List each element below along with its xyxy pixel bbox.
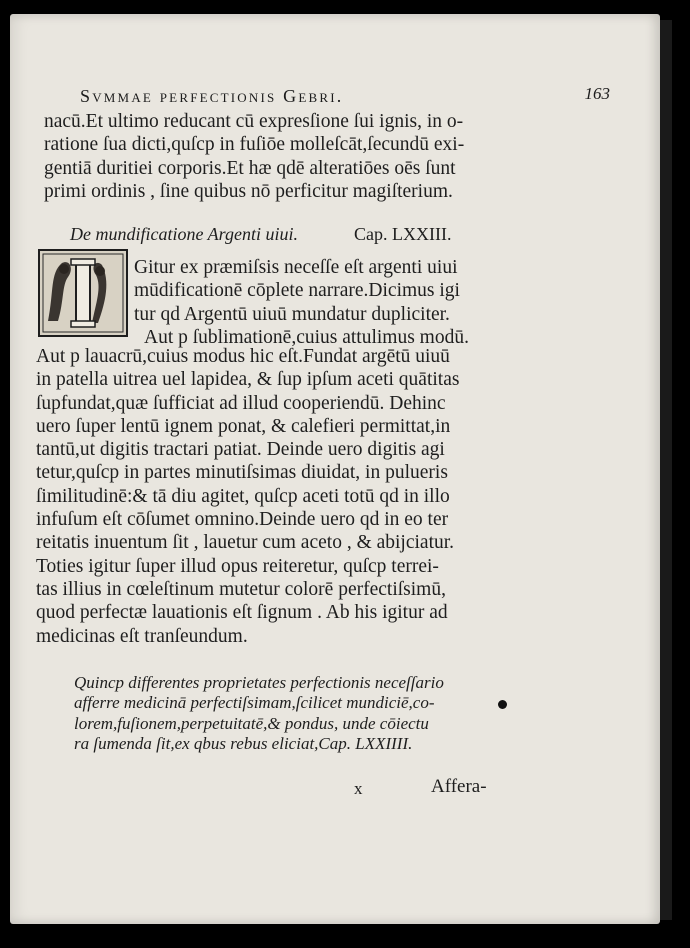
text-line: Aut p lauacrū,cuius modus hic eſt.Fundat argētū uiuū — [36, 346, 450, 367]
decorated-initial — [38, 249, 128, 337]
text-line: ratione ſua dicti,quſcp in fuſiōe molleſcāt,ſecundū exi- — [44, 134, 465, 156]
text-line: gentiā duritiei corporis.Et hæ qdē alteratiōes oēs ſunt — [44, 157, 456, 179]
text-line: nacū.Et ultimo reducant cū expresſione ſui ignis, in o- — [44, 111, 464, 132]
text-line: tas illius in cœleſtinum mutetur colorē perfectiſsimū, — [36, 578, 446, 600]
text-line: Gitur ex præmiſsis neceſſe eſt argenti uiui — [134, 257, 458, 278]
page-number: 163 — [584, 84, 610, 103]
text-line: quod perfectæ lauationis eſt ſignum . Ab his igitur ad — [36, 602, 448, 624]
running-header — [80, 86, 610, 112]
chapter-number: Cap. LXXIII. — [354, 224, 452, 244]
text-line: afferre medicinā perfectiſsimam,ſcilicet mundiciē,co- — [74, 693, 435, 713]
ink-dot — [498, 700, 507, 709]
paragraph-continued — [44, 110, 464, 203]
chapter-heading — [70, 224, 452, 245]
text-line: ſupfundat,quæ ſufficiat ad illud cooperiendū. Dehinc — [36, 392, 446, 414]
catchword: Affera- — [431, 776, 487, 797]
running-title: Svmmae perfectionis Gebri. — [80, 86, 344, 106]
text-line: Toties igitur ſuper illud opus reiteretur, quſcp terrei- — [36, 555, 439, 577]
text-line: in patella uitrea uel lapidea, & ſup ipſum aceti quātitas — [36, 369, 460, 391]
chapter-summary — [74, 673, 444, 755]
text-line: Quincp differentes proprietates perfectionis neceſſario — [74, 673, 444, 692]
text-line: uero ſuper lentū ignem ponat, & calefieri permittat,in — [36, 415, 451, 437]
signature-mark: x — [354, 779, 363, 798]
text-line: reitatis inuentum ſit , lauetur cum aceto , & abijciatur. — [36, 532, 455, 554]
paragraph-main — [36, 345, 459, 648]
text-line: primi ordinis , ſine quibus nō perficitur magiſterium. — [44, 180, 453, 202]
text-line: infuſum eſt cōſumet omnino.Deinde uero qd in eo ter — [36, 509, 449, 531]
chapter-title: De mundificatione Argenti uiui. — [70, 224, 298, 244]
text-line: medicinas eſt tranſeundum. — [36, 625, 248, 647]
text-line: ra ſumenda ſit,ex qbus rebus eliciat,Cap. LXXIIII. — [74, 734, 413, 754]
text-line: ſimilitudinē:& tā diu agitet, quſcp aceti totū qd in illo — [36, 485, 450, 507]
text-line: Aut p ſublimationē,cuius attulimus modū. — [144, 326, 469, 348]
text-line: lorem,fuſionem,perpetuitatē,& pondus, unde cōiectu — [74, 713, 429, 733]
text-line: tetur,quſcp in partes minutiſsimas diuidat, in pulueris — [36, 462, 448, 484]
page-edge-shadow — [660, 20, 672, 920]
text-line: tur qd Argentū uiuū mundatur dupliciter. — [134, 303, 450, 325]
paragraph-beside-initial — [134, 256, 469, 349]
decorated-initial-art — [40, 251, 126, 335]
text-line: mūdificationē cōplete narrare.Dicimus igi — [134, 280, 460, 302]
text-line: tantū,ut digitis tractari patiat. Deinde uero digitis agi — [36, 439, 445, 461]
